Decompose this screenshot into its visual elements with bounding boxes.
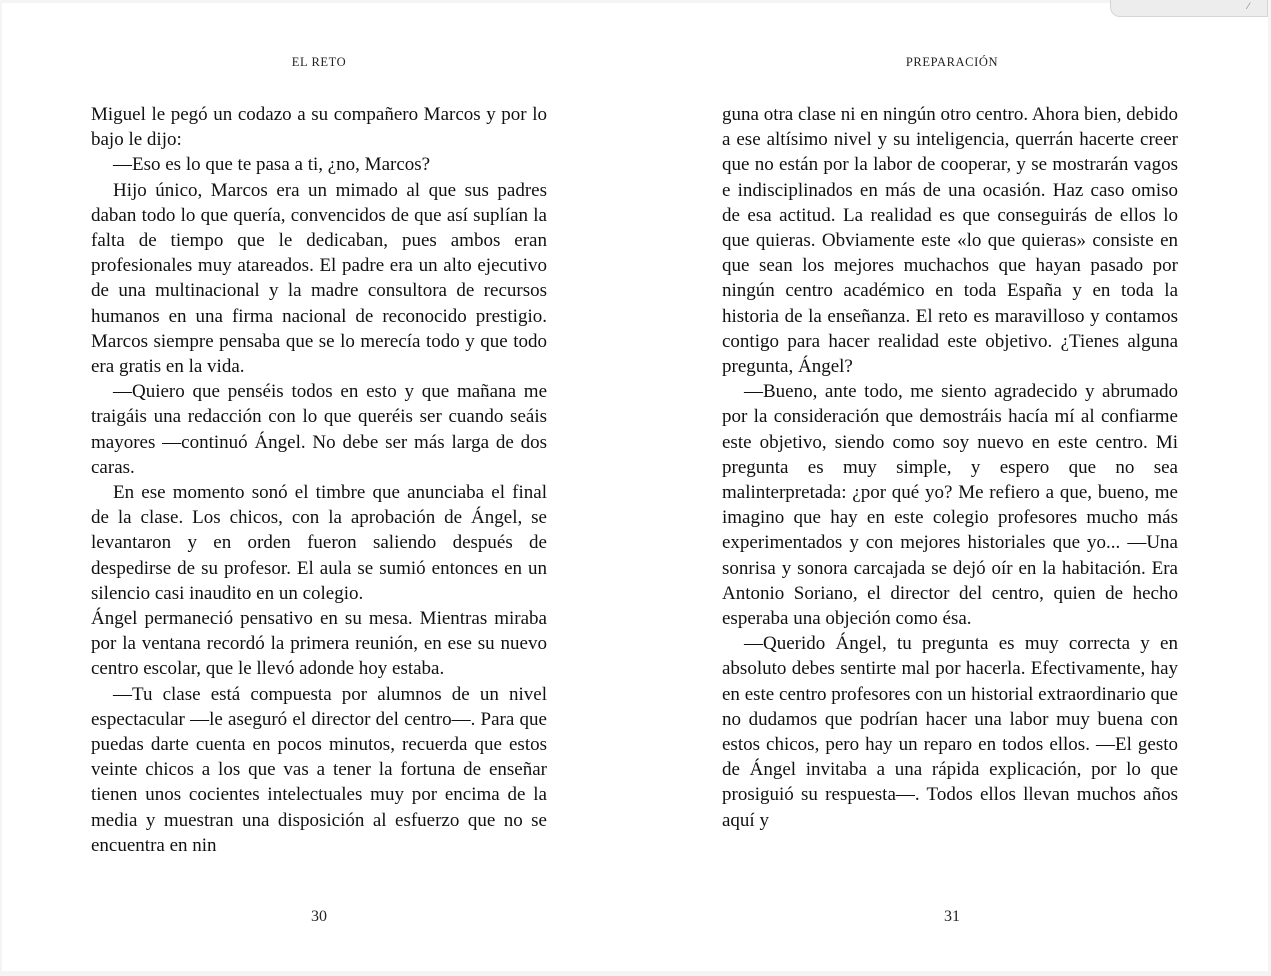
paragraph: —Quiero que penséis todos en esto y que mañana me traigáis una redacción con lo que queréis ser cuando seáis mayores —continuó Ángel. No debe ser más larga de dos caras. — [91, 381, 547, 478]
paragraph: Hijo único, Marcos era un mimado al que sus padres daban todo lo que quería, convencidos de que así suplían la falta de tiempo que le dedicaban, pues ambos eran profesionales muy atareados. El padre era un alto ejecutivo de una multinacional y la madre consultora de recursos humanos en una firma nacional de reconocido prestigio. Marcos siempre pensaba que se lo merecía todo y que todo era gratis en la vida. — [91, 179, 547, 378]
corner-mark-icon: ⁄ — [1247, 2, 1249, 12]
paragraph: —Querido Ángel, tu pregunta es muy correcta y en absoluto debes sentirte mal por hacerla. Efectivamente, hay en este centro profesores con un historial extraordinario que no dudamos que podrían hacer una labor muy buena con estos chicos, pero hay un reparo en todos ellos. —El gesto de Ángel invitaba a una rápida explicación, por lo que prosiguió su respuesta—. Todos ellos llevan muchos años aquí y — [722, 633, 1178, 831]
paragraph: Miguel le pegó un codazo a su compañero Marcos y por lo bajo le dijo: — [91, 104, 547, 151]
page-corner-tab[interactable] — [1110, 0, 1268, 17]
paragraph: —Eso es lo que te pasa a ti, ¿no, Marcos? — [113, 154, 431, 176]
running-head: EL RETO — [291, 55, 347, 69]
left-page — [2, 3, 636, 971]
page-number: 30 — [311, 908, 327, 925]
page-body — [722, 102, 1178, 833]
page-body — [91, 102, 547, 858]
page-number: 31 — [944, 908, 960, 925]
paragraph: guna otra clase ni en ningún otro centro. Ahora bien, debido a ese altísimo nivel y su inteligencia, querrán hacerte creer que no están por la labor de cooperar, y se mostrarán vagos e indisciplinados en más de una ocasión. Haz caso omiso de esa actitud. La realidad es que conseguirás de ellos lo que quieras. Obviamente este «lo que quieras» consiste en que sean los mejores muchachos que hayan pasado por ningún centro académico en toda España y en toda la historia de la enseñanza. El reto es maravilloso y contamos contigo para hacer realidad este objetivo. ¿Tienes alguna pregunta, Ángel? — [722, 104, 1178, 378]
paragraph: Ángel permaneció pensativo en su mesa. Mientras miraba por la ventana recordó la primera reunión, en ese su nuevo centro escolar, que le llevó adonde hoy estaba. — [91, 608, 547, 680]
paragraph: —Bueno, ante todo, me siento agradecido y abrumado por la consideración que demostráis hacía mí al confiarme este objetivo, siendo como soy nuevo en este centro. Mi pregunta es muy simple, y espero que no sea malinterpretada: ¿por qué yo? Me refiero a que, bueno, me imagino que hay en este colegio profesores mucho más experimentados y con mejores historiales que yo... —Una sonrisa y sonora carcajada se dejó oír en la habitación. Era Antonio Soriano, el director del centro, quien de hecho esperaba una objeción como ésa. — [722, 381, 1178, 630]
running-head: PREPARACIÓN — [905, 55, 999, 69]
paragraph: En ese momento sonó el timbre que anunciaba el final de la clase. Los chicos, con la aprobación de Ángel, se levantaron y en orden fueron saliendo después de despedirse de su profesor. El aula se sumió entonces en un silencio casi inaudito en un colegio. — [91, 482, 547, 604]
paragraph: —Tu clase está compuesta por alumnos de un nivel espectacular —le aseguró el director del centro—. Para que puedas darte cuenta en pocos minutos, recuerda que estos veinte chicos a los que vas a tener la fortuna de enseñar tienen unos cocientes intelectuales muy por encima de la media y muestran una disposición al esfuerzo que no se encuentra en nin — [91, 683, 547, 856]
right-page — [636, 3, 1268, 971]
